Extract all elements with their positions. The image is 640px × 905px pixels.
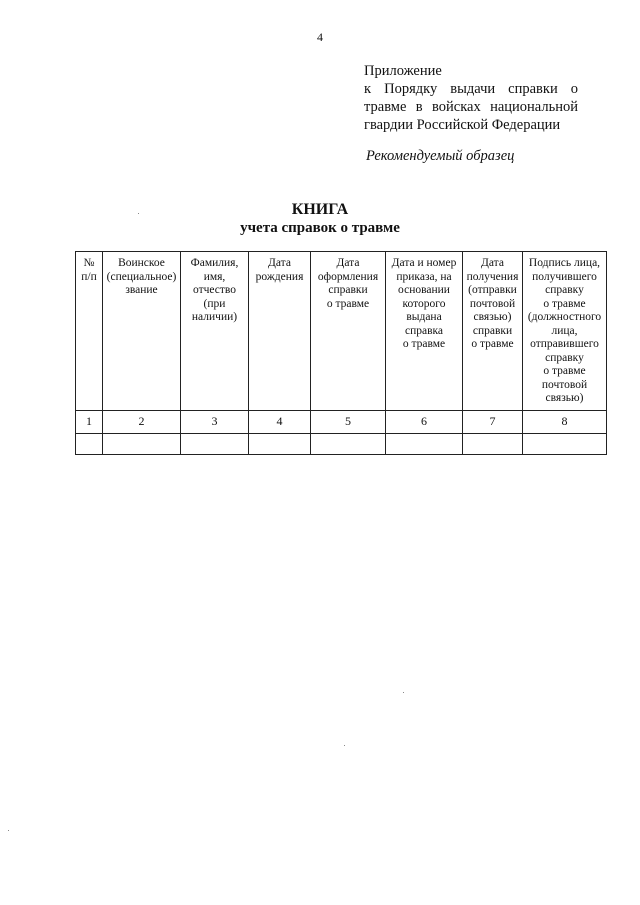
title-line-2: учета справок о травме (240, 220, 400, 236)
empty-cell (311, 434, 386, 455)
scan-speck (344, 745, 345, 746)
appendix-line: травме в войсках национальной (364, 99, 578, 115)
column-number: 2 (103, 411, 181, 434)
title-line-1: КНИГА (291, 201, 349, 218)
empty-cell (386, 434, 463, 455)
column-number: 6 (386, 411, 463, 434)
appendix-line: к Порядку выдачи справки о (364, 81, 578, 97)
column-number: 1 (76, 411, 103, 434)
column-header: Дата оформления справки о травме (311, 252, 386, 411)
column-number: 7 (463, 411, 523, 434)
scan-speck (403, 692, 404, 693)
scan-speck (138, 213, 139, 214)
appendix-line: Приложение (364, 63, 442, 79)
column-header: Фамилия, имя, отчество (при наличии) (181, 252, 249, 411)
table-header-row (76, 252, 607, 411)
empty-cell (463, 434, 523, 455)
appendix-block (364, 62, 578, 134)
sample-label: Рекомендуемый образец (366, 148, 515, 164)
ledger-table (75, 251, 607, 455)
column-header: Воинское (специальное) звание (103, 252, 181, 411)
column-number: 8 (523, 411, 607, 434)
column-header: № п/п (76, 252, 103, 411)
empty-cell (103, 434, 181, 455)
column-header: Подпись лица, получившего справку о травме (должностного лица, отправившего справку о травме почтовой связью) (523, 252, 607, 411)
appendix-line: гвардии Российской Федерации (364, 117, 561, 133)
column-number: 5 (311, 411, 386, 434)
document-title (0, 200, 640, 238)
column-header: Дата и номер приказа, на основании которого выдана справка о травме (386, 252, 463, 411)
column-number: 3 (181, 411, 249, 434)
empty-cell (523, 434, 607, 455)
empty-entry-row (76, 434, 607, 455)
column-header: Дата получения (отправки почтовой связью) справки о травме (463, 252, 523, 411)
page-number: 4 (317, 30, 323, 44)
column-header: Дата рождения (249, 252, 311, 411)
scan-speck (8, 830, 9, 831)
empty-cell (76, 434, 103, 455)
empty-cell (249, 434, 311, 455)
empty-cell (181, 434, 249, 455)
column-number-row (76, 411, 607, 434)
column-number: 4 (249, 411, 311, 434)
